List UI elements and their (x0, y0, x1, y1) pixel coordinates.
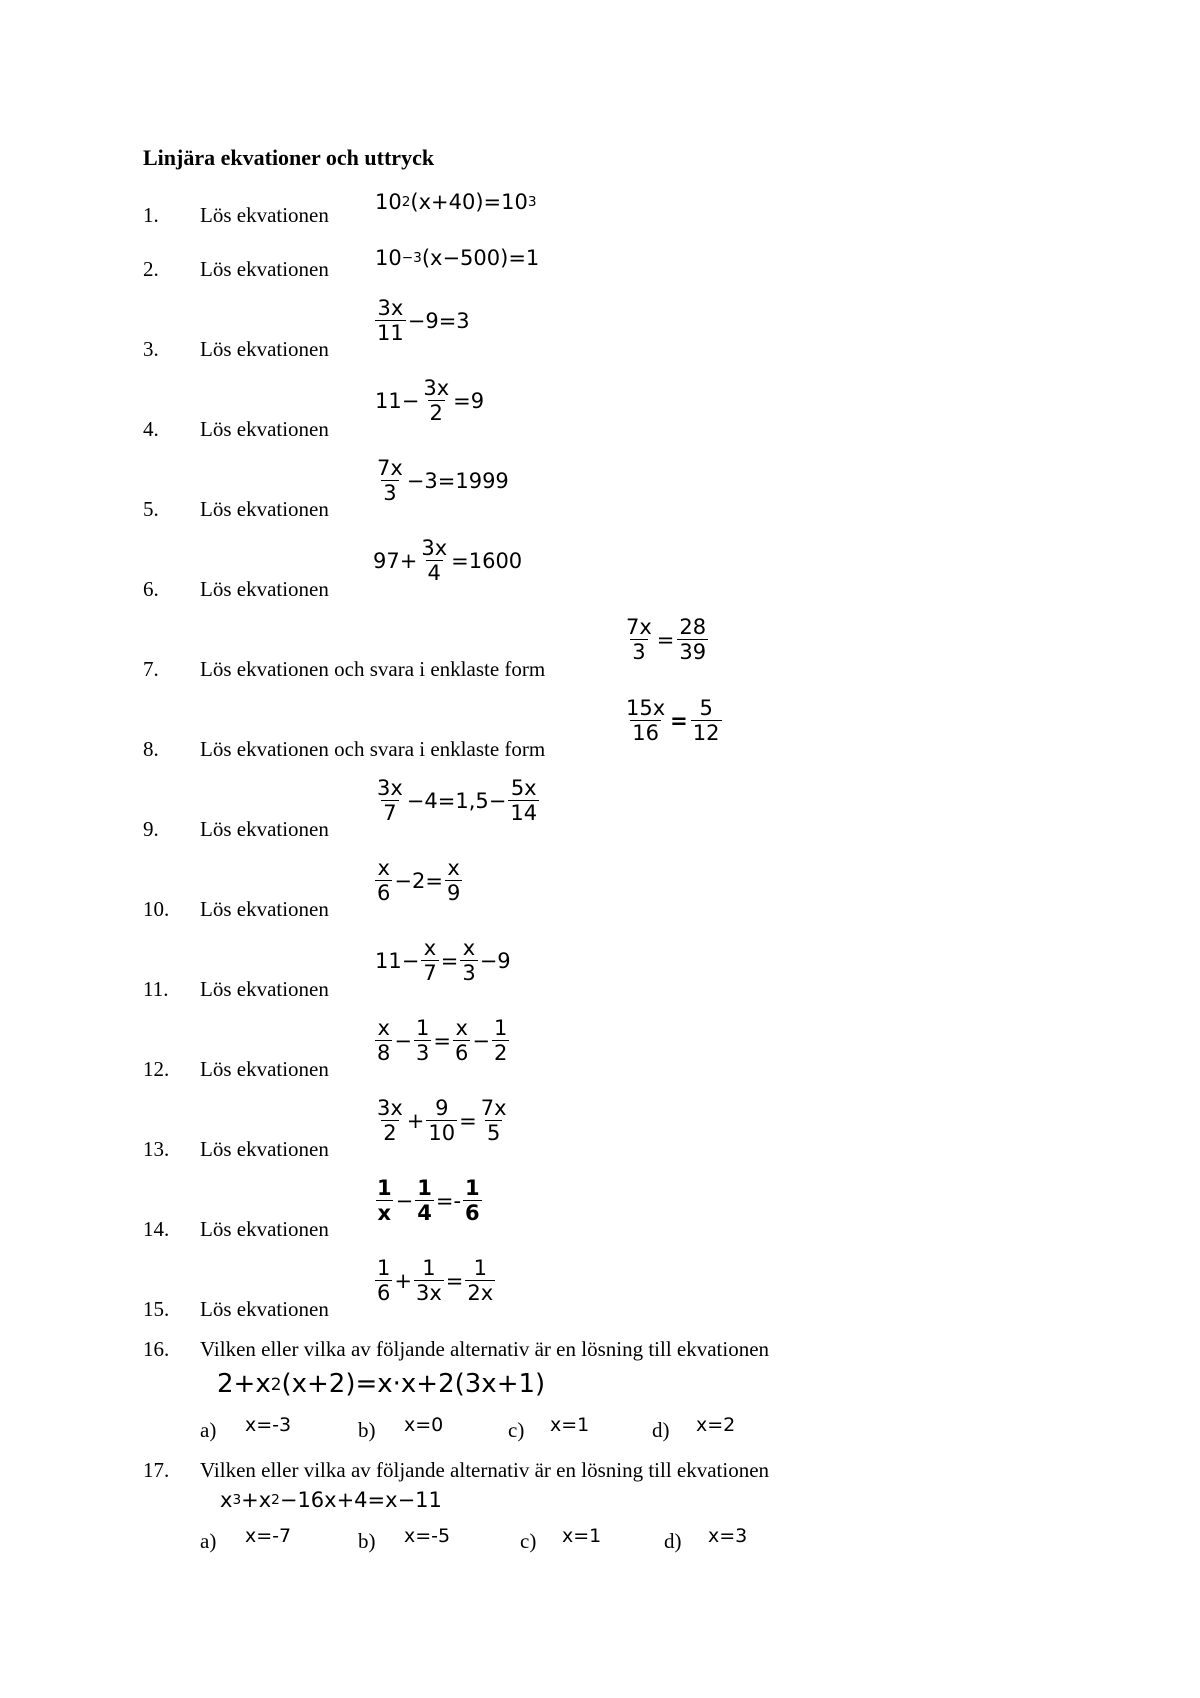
item-prompt: Lös ekvationen (200, 257, 329, 281)
item-number: 7. (143, 657, 159, 681)
item-number: 14. (143, 1217, 170, 1241)
option-label: c) (508, 1418, 525, 1442)
equation-4: 11− $\frac{3x}{2}$ =9 (375, 376, 485, 426)
equation-10: $\frac{x}{6}$ −2= $\frac{x}{9}$ (377, 856, 461, 906)
equation-3: $\frac{3x}{11}$ −9=3 (377, 296, 470, 346)
item-number: 5. (143, 497, 159, 521)
equation-1: 10 2 (x+40)=10 3 (375, 190, 537, 214)
equation-16: 2+x 2 (x+2)=x·x+2(3x+1) (217, 1369, 546, 1399)
equation-9: $\frac{3x}{7}$ −4=1,5− $\frac{5x}{14}$ (377, 776, 538, 826)
fraction: $\frac{7x}{3}$ (377, 456, 403, 506)
option-value: x=1 (550, 1414, 590, 1436)
item-number: 6. (143, 577, 159, 601)
item-number: 11. (143, 977, 169, 1001)
item-number: 15. (143, 1297, 170, 1321)
equation-13: $\frac{3x}{2}$ + $\frac{9}{10}$ = $\frac{7x}{5}$ (377, 1096, 507, 1146)
item-prompt: Lös ekvationen (200, 977, 329, 1001)
fraction: $\frac{9}{10}$ (428, 1096, 456, 1146)
equation-2: 10 −3 (x−500)=1 (375, 246, 540, 270)
fraction: $\frac{3x}{11}$ (377, 296, 404, 346)
fraction: $\frac{x}{6}$ (377, 856, 391, 906)
fraction: $\frac{3x}{4}$ (421, 536, 448, 586)
item-prompt: Lös ekvationen (200, 1137, 329, 1161)
fraction: $\frac{1}{4}$ (417, 1176, 432, 1226)
equation-6: 97+ $\frac{3x}{4}$ =1600 (373, 536, 523, 586)
item-prompt: Lös ekvationen och svara i enklaste form (200, 657, 546, 681)
item-prompt: Vilken eller vilka av följande alternativ är en lösning till ekvationen (200, 1337, 770, 1361)
item-number: 4. (143, 417, 159, 441)
item-prompt: Lös ekvationen (200, 497, 329, 521)
fraction: $\frac{3x}{2}$ (423, 376, 450, 426)
fraction: $\frac{x}{9}$ (446, 856, 461, 906)
option-label: a) (200, 1529, 217, 1553)
fraction: $\frac{1}{x}$ (377, 1176, 392, 1226)
equation-11: 11− $\frac{x}{7}$ = $\frac{x}{3}$ −9 (375, 936, 511, 986)
item-number: 12. (143, 1057, 170, 1081)
fraction: $\frac{1}{2}$ (493, 1016, 508, 1066)
option-value: x=3 (708, 1525, 748, 1547)
option-label: b) (358, 1418, 376, 1442)
fraction: $\frac{x}{7}$ (423, 936, 437, 986)
option-label: c) (520, 1529, 537, 1553)
item-prompt: Lös ekvationen (200, 1297, 329, 1321)
item-prompt: Lös ekvationen (200, 1217, 329, 1241)
fraction: $\frac{15x}{16}$ (626, 696, 666, 746)
item-number: 9. (143, 817, 159, 841)
fraction: $\frac{x}{6}$ (454, 1016, 469, 1066)
item-prompt: Lös ekvationen (200, 417, 329, 441)
option-label: d) (652, 1418, 670, 1442)
option-label: b) (358, 1529, 376, 1553)
item-number: 16. (143, 1337, 170, 1361)
item-prompt: Lös ekvationen (200, 1057, 329, 1081)
item-number: 10. (143, 897, 170, 921)
equation-7: $\frac{7x}{3}$ = $\frac{28}{39}$ (626, 615, 707, 665)
item-prompt: Lös ekvationen och svara i enklaste form (200, 737, 546, 761)
fraction: $\frac{1}{6}$ (377, 1256, 391, 1306)
item-prompt: Lös ekvationen (200, 337, 329, 361)
item-number: 17. (143, 1458, 170, 1482)
fraction: $\frac{5}{12}$ (692, 696, 720, 746)
item-prompt: Lös ekvationen (200, 577, 329, 601)
item-prompt: Vilken eller vilka av följande alternativ är en lösning till ekvationen (200, 1458, 770, 1482)
item-number: 13. (143, 1137, 170, 1161)
fraction: $\frac{7x}{5}$ (480, 1096, 507, 1146)
fraction: $\frac{5x}{14}$ (510, 776, 538, 826)
option-value: x=2 (696, 1414, 736, 1436)
item-prompt: Lös ekvationen (200, 817, 329, 841)
option-value: x=0 (404, 1414, 444, 1436)
fraction: $\frac{7x}{3}$ (626, 615, 652, 665)
fraction: $\frac{1}{3x}$ (415, 1256, 442, 1306)
option-label: a) (200, 1418, 217, 1442)
option-value: x=-5 (404, 1525, 451, 1547)
item-prompt: Lös ekvationen (200, 203, 329, 227)
equation-15: $\frac{1}{6}$ + $\frac{1}{3x}$ = $\frac{1}{2x}$ (377, 1256, 494, 1306)
fraction: $\frac{1}{6}$ (465, 1176, 480, 1226)
option-value: x=-7 (245, 1525, 292, 1547)
item-number: 1. (143, 203, 159, 227)
equation-14: $\frac{1}{x}$ − $\frac{1}{4}$ =- $\frac{1}{6}$ (377, 1176, 480, 1226)
item-number: 8. (143, 737, 159, 761)
fraction: $\frac{28}{39}$ (679, 615, 707, 665)
item-number: 3. (143, 337, 159, 361)
item-prompt: Lös ekvationen (200, 897, 329, 921)
equation-8: $\frac{15x}{16}$ = $\frac{5}{12}$ (626, 696, 720, 746)
equation-17: x 3 +x 2 −16x+4=x−11 (220, 1488, 442, 1512)
fraction: $\frac{x}{3}$ (462, 936, 476, 986)
option-value: x=-3 (245, 1414, 292, 1436)
equation-12: $\frac{x}{8}$ − $\frac{1}{3}$ = $\frac{x}{6}$ − $\frac{1}{2}$ (377, 1016, 508, 1066)
fraction: $\frac{x}{8}$ (377, 1016, 391, 1066)
item-number: 2. (143, 257, 159, 281)
fraction: $\frac{3x}{2}$ (377, 1096, 403, 1146)
fraction: $\frac{1}{2x}$ (467, 1256, 494, 1306)
option-value: x=1 (562, 1525, 602, 1547)
page-title: Linjära ekvationer och uttryck (143, 145, 435, 170)
fraction: $\frac{3x}{7}$ (377, 776, 403, 826)
option-label: d) (664, 1529, 682, 1553)
equation-5: $\frac{7x}{3}$ −3=1999 (377, 456, 509, 506)
fraction: $\frac{1}{3}$ (415, 1016, 430, 1066)
